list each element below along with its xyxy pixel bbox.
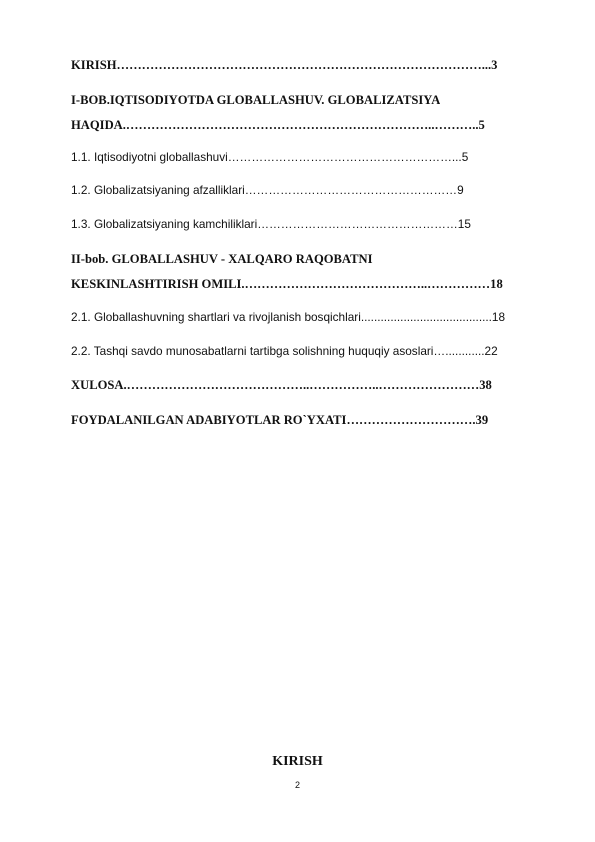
toc-entry-1-3: 1.3. Globalizatsiyaning kamchiliklari……………………………………………15 [71, 217, 471, 231]
toc-entry-chapter-2-title-line-2: KESKINLASHTIRISH OMILI.……………………………………..……………18 [71, 277, 503, 291]
page-number: 2 [294, 780, 300, 790]
toc-entry-references: FOYDALANILGAN ADABIYOTLAR RO`YXATI………………………….39 [71, 413, 489, 427]
toc-entry-chapter-2-title-line-1: II-bob. GLOBALLASHUV - XALQARO RAQOBATNI [71, 252, 373, 266]
toc-entry-1-2: 1.2. Globalizatsiyaning afzalliklari………………………………………………9 [71, 183, 464, 197]
toc-entry-xulosa: XULOSA.……………………………………..……………..……………………38 [71, 378, 492, 392]
toc-entry-2-1: 2.1. Globallashuvning shartlari va rivojlanish bosqichlari........................................18 [71, 310, 506, 324]
toc-entry-chapter-1-title-line-1: I-BOB.IQTISODIYOTDA GLOBALLASHUV. GLOBALIZATSIYA [71, 93, 441, 107]
toc-entry-1-1: 1.1. Iqtisodiyotni globallashuvi…………………………………………………...5 [71, 150, 469, 164]
toc-entry-2-2: 2.2. Tashqi savdo munosabatlarni tartibga solishning huquqiy asoslari…............22 [71, 344, 498, 358]
toc-entry-kirish: KIRISH……………………………………………………………………………...3 [71, 58, 498, 72]
toc-entry-chapter-1-title-line-2: HAQIDA.………………………………………………………………..………..5 [71, 118, 485, 132]
section-heading: KIRISH [272, 754, 323, 769]
